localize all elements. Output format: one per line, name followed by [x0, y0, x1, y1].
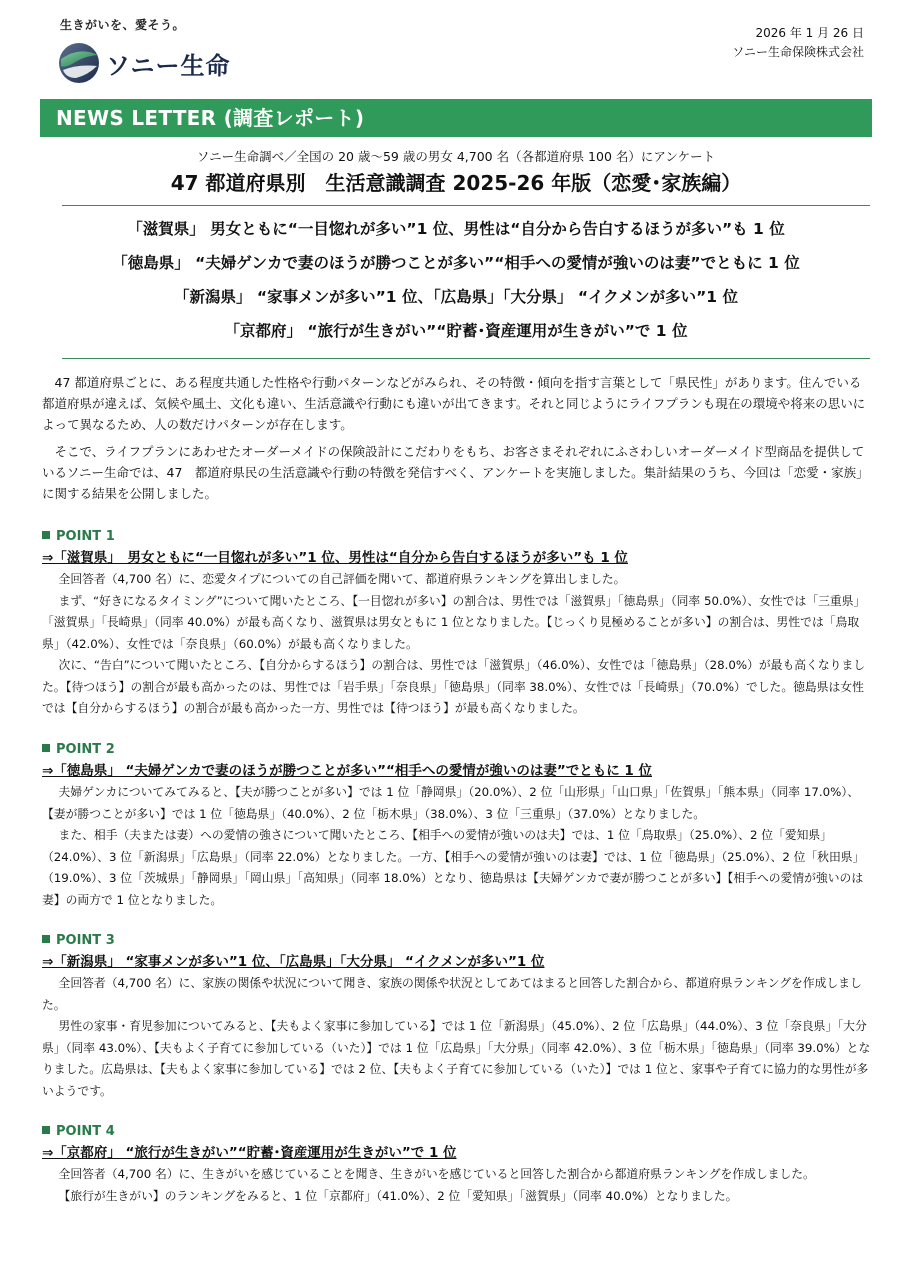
intro-section	[42, 372, 872, 504]
point-paragraph: 全回答者（4,700 名）に、恋愛タイプについての自己評価を聞いて、都道府県ランキングを算出しました。	[58, 572, 626, 586]
survey-subtitle: ソニー生命調べ／全国の 20 歳～59 歳の男女 4,700 名（各都道府県 100 名）にアンケート	[196, 149, 716, 164]
point-label	[42, 740, 872, 760]
point-label-text: POINT 3	[56, 933, 115, 948]
point-label	[42, 931, 872, 951]
point-body	[42, 1164, 872, 1207]
square-bullet-icon	[42, 1126, 50, 1134]
page-header	[40, 14, 870, 94]
point-paragraph: 男性の家事・育児参加についてみると、【夫もよく家事に参加している】では 1 位「新潟県」（45.0%）、2 位「広島県」（44.0%）、3 位「奈良県」「大分県」（同率 43.0%）、【夫もよく子育てに参加している（いた）】では 1 位「広島県」「大分県」（同率 42.0%）、3 位「栃木県」「徳島県」（同率 39.0%）となりました。広島県は、【夫もよく家事に参加している】では 2 位、【夫もよく子育てに参加している（いた）】では 1 位と、家事や子育てに協力的な男性が多いようです。	[42, 1019, 871, 1098]
intro-paragraph: 47 都道府県ごとに、ある程度共通した性格や行動パターンなどがみられ、その特徴・傾向を指す言葉として「県民性」があります。住んでいる都道府県が違えば、気候や風土、文化も違い、生活意識や行動にも違いが出てきます。それと同じようにライフプランも現在の環境や将来の思いによって異なるため、人の数だけパターンが存在します。	[42, 375, 866, 432]
point-subheading: ⇒「滋賀県」 男女ともに“一目惚れが多い”1 位、男性は“自分から告白するほうが多い”も 1 位	[42, 550, 628, 566]
release-date: 2026 年 1 月 26 日	[755, 26, 864, 40]
point-body	[42, 569, 872, 720]
point-paragraph: また、相手（夫または妻）への愛情の強さについて聞いたところ、【相手への愛情が強いのは夫】では、1 位「鳥取県」（25.0%）、2 位「愛知県」（24.0%）、3 位「新潟県」「広島県」（同率 22.0%）となりました。一方、【相手への愛情が強いのは妻】では、1 位「徳島県」（25.0%）、2 位「秋田県」（19.0%）、3 位「茨城県」「静岡県」「岡山県」「高知県」（同率 18.0%）となり、徳島県は【夫婦ゲンカで妻が勝つことが多い】【相手への愛情が強いのは妻】の両方で 1 位となりました。	[42, 828, 865, 907]
point-label	[42, 527, 872, 547]
point-paragraph: まず、“好きになるタイミング”について聞いたところ、【一目惚れが多い】の割合は、男性では「滋賀県」「徳島県」（同率 50.0%）、女性では「三重県」「滋賀県」「長崎県」（同率 40.0%）が最も高くなり、滋賀県は男女ともに 1 位となりました。【じっくり見極めることが多い】の割合は、男性では「鳥取県」（42.0%）、女性では「奈良県」（60.0%）が最も高くなりました。	[42, 593, 866, 651]
headline-list	[40, 212, 872, 348]
point-2-section	[42, 740, 872, 911]
point-paragraph: 次に、“告白”について聞いたところ、【自分からするほう】の割合は、男性では「滋賀県」（46.0%）、女性では「徳島県」（28.0%）が最も高くなりました。【待つほう】の割合が最も高かったのは、男性では「岩手県」「奈良県」「徳島県」（同率 38.0%）、女性では「長崎県」（70.0%）でした。徳島県は女性では【自分からするほう】の割合が最も高かった一方、男性では【待つほう】が最も高くなりました。	[42, 658, 866, 715]
point-paragraph: 【旅行が生きがい】のランキングをみると、1 位「京都府」（41.0%）、2 位「愛知県」「滋賀県」（同率 40.0%）となりました。	[58, 1188, 738, 1203]
newsletter-banner: NEWS LETTER (調査レポート)	[40, 99, 872, 137]
point-label-text: POINT 2	[56, 742, 115, 757]
point-subheading: ⇒「徳島県」 “夫婦ゲンカで妻のほうが勝つことが多い”“相手への愛情が強いのは妻”でともに 1 位	[42, 763, 653, 779]
headline-item: 「滋賀県」 男女ともに“一目惚れが多い”1 位、男性は“自分から告白するほうが多い”も 1 位	[127, 220, 785, 238]
headline-item: 「京都府」 “旅行が生きがい”“貯蓄･資産運用が生きがい”で 1 位	[224, 322, 688, 340]
headline-item: 「徳島県」 “夫婦ゲンカで妻のほうが勝つことが多い”“相手への愛情が強いのは妻”でともに 1 位	[112, 254, 800, 272]
point-paragraph: 夫婦ゲンカについてみてみると、【夫が勝つことが多い】では 1 位「静岡県」（20.0%）、2 位「山形県」「山口県」「佐賀県」「熊本県」（同率 17.0%）、【妻が勝つことが多い】では 1 位「徳島県」（40.0%）、2 位「栃木県」（38.0%）、3 位「三重県」（37.0%）となりました。	[42, 785, 860, 821]
company-tagline: 生きがいを、愛そう。	[60, 18, 186, 32]
point-paragraph: 全回答者（4,700 名）に、生きがいを感じていることを聞き、生きがいを感じていると回答した割合から都道府県ランキングを作成しました。	[58, 1167, 815, 1181]
divider-top	[62, 205, 870, 206]
point-body	[42, 782, 872, 911]
point-label-text: POINT 1	[56, 529, 115, 544]
headline-item: 「新潟県」 “家事メンが多い”1 位、「広島県」「大分県」 “イクメンが多い”1 位	[174, 288, 738, 306]
header-meta	[732, 24, 864, 62]
point-label	[42, 1122, 872, 1142]
point-3-section	[42, 931, 872, 1102]
company-name: ソニー生命保険株式会社	[732, 45, 864, 59]
square-bullet-icon	[42, 744, 50, 752]
point-1-section	[42, 527, 872, 720]
square-bullet-icon	[42, 935, 50, 943]
intro-paragraph: そこで、ライフプランにあわせたオーダーメイドの保険設計にこだわりをもち、お客さまそれぞれにふさわしいオーダーメイド型商品を提供しているソニー生命では、47 都道府県民の生活意識や行動の特徴を発信すべく、アンケートを実施しました。集計結果のうち、今回は「恋愛・家族」に関する結果を公開しました。	[42, 444, 869, 501]
point-subheading: ⇒「新潟県」 “家事メンが多い”1 位、「広島県」「大分県」 “イクメンが多い”1 位	[42, 954, 545, 970]
company-logo	[58, 42, 231, 84]
company-logo-name: ソニー生命	[106, 51, 231, 80]
point-body	[42, 973, 872, 1102]
point-4-section	[42, 1122, 872, 1207]
divider-bottom	[62, 358, 870, 359]
point-subheading: ⇒「京都府」 “旅行が生きがい”“貯蓄･資産運用が生きがい”で 1 位	[42, 1145, 457, 1161]
point-paragraph: 全回答者（4,700 名）に、家族の関係や状況について聞き、家族の関係や状況としてあてはまると回答した割合から、都道府県ランキングを作成しました。	[42, 976, 862, 1012]
sony-life-logo-icon	[58, 42, 100, 84]
page-title: 47 都道府県別 生活意識調査 2025-26 年版（恋愛･家族編）	[170, 171, 742, 195]
point-label-text: POINT 4	[56, 1124, 115, 1139]
square-bullet-icon	[42, 531, 50, 539]
